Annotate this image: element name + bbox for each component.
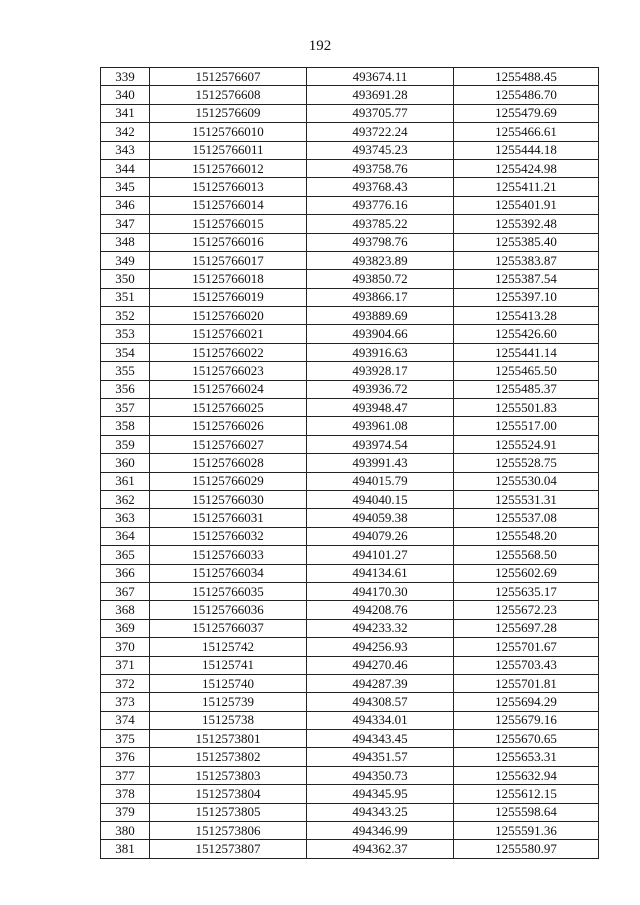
point-id-cell: 15125766010 [150,123,307,141]
row-index-cell: 355 [101,362,150,380]
row-index-cell: 369 [101,619,150,637]
row-index-cell: 371 [101,656,150,674]
coordinates-table [100,67,599,859]
table-row [101,288,599,306]
table-row [101,674,599,692]
y-coordinate-cell: 1255602.69 [454,564,599,582]
point-id-cell: 1512573802 [150,748,307,766]
x-coordinate-cell: 493758.76 [307,159,454,177]
row-index-cell: 357 [101,399,150,417]
x-coordinate-cell: 493823.89 [307,251,454,269]
y-coordinate-cell: 1255703.43 [454,656,599,674]
x-coordinate-cell: 493785.22 [307,215,454,233]
x-coordinate-cell: 493850.72 [307,270,454,288]
y-coordinate-cell: 1255392.48 [454,215,599,233]
row-index-cell: 358 [101,417,150,435]
row-index-cell: 366 [101,564,150,582]
x-coordinate-cell: 494351.57 [307,748,454,766]
x-coordinate-cell: 494015.79 [307,472,454,490]
x-coordinate-cell: 494134.61 [307,564,454,582]
point-id-cell: 15125766037 [150,619,307,637]
row-index-cell: 367 [101,582,150,600]
table-row [101,693,599,711]
x-coordinate-cell: 493889.69 [307,307,454,325]
x-coordinate-cell: 494101.27 [307,546,454,564]
x-coordinate-cell: 494350.73 [307,766,454,784]
y-coordinate-cell: 1255479.69 [454,104,599,122]
x-coordinate-cell: 493928.17 [307,362,454,380]
point-id-cell: 15125766036 [150,601,307,619]
point-id-cell: 15125766022 [150,343,307,361]
y-coordinate-cell: 1255528.75 [454,454,599,472]
point-id-cell: 15125742 [150,638,307,656]
point-id-cell: 15125766032 [150,527,307,545]
table-row [101,251,599,269]
table-row [101,417,599,435]
table-row [101,178,599,196]
row-index-cell: 339 [101,68,150,86]
x-coordinate-cell: 493798.76 [307,233,454,251]
table-row [101,233,599,251]
table-row [101,619,599,637]
y-coordinate-cell: 1255701.67 [454,638,599,656]
table-row [101,270,599,288]
row-index-cell: 348 [101,233,150,251]
x-coordinate-cell: 493745.23 [307,141,454,159]
row-index-cell: 363 [101,509,150,527]
y-coordinate-cell: 1255441.14 [454,343,599,361]
point-id-cell: 15125740 [150,674,307,692]
table-row [101,748,599,766]
x-coordinate-cell: 494270.46 [307,656,454,674]
y-coordinate-cell: 1255444.18 [454,141,599,159]
x-coordinate-cell: 494079.26 [307,527,454,545]
y-coordinate-cell: 1255672.23 [454,601,599,619]
row-index-cell: 373 [101,693,150,711]
y-coordinate-cell: 1255465.50 [454,362,599,380]
table-row [101,86,599,104]
page-number: 192 [308,38,332,54]
table-row [101,68,599,86]
point-id-cell: 15125766024 [150,380,307,398]
point-id-cell: 15125766018 [150,270,307,288]
row-index-cell: 374 [101,711,150,729]
table-row [101,435,599,453]
row-index-cell: 365 [101,546,150,564]
row-index-cell: 356 [101,380,150,398]
table-row [101,656,599,674]
point-id-cell: 15125738 [150,711,307,729]
table-row [101,822,599,840]
table-row [101,601,599,619]
row-index-cell: 342 [101,123,150,141]
x-coordinate-cell: 493904.66 [307,325,454,343]
point-id-cell: 15125766019 [150,288,307,306]
row-index-cell: 345 [101,178,150,196]
x-coordinate-cell: 494170.30 [307,582,454,600]
x-coordinate-cell: 493768.43 [307,178,454,196]
y-coordinate-cell: 1255517.00 [454,417,599,435]
point-id-cell: 15125766025 [150,399,307,417]
table-row [101,104,599,122]
y-coordinate-cell: 1255568.50 [454,546,599,564]
table-row [101,785,599,803]
x-coordinate-cell: 493674.11 [307,68,454,86]
point-id-cell: 15125766033 [150,546,307,564]
row-index-cell: 378 [101,785,150,803]
row-index-cell: 368 [101,601,150,619]
point-id-cell: 15125739 [150,693,307,711]
point-id-cell: 15125766012 [150,159,307,177]
point-id-cell: 15125766034 [150,564,307,582]
table-row [101,343,599,361]
point-id-cell: 15125766016 [150,233,307,251]
table-row [101,454,599,472]
table-row [101,196,599,214]
row-index-cell: 351 [101,288,150,306]
x-coordinate-cell: 494362.37 [307,840,454,858]
y-coordinate-cell: 1255537.08 [454,509,599,527]
row-index-cell: 359 [101,435,150,453]
point-id-cell: 15125766031 [150,509,307,527]
point-id-cell: 15125766030 [150,490,307,508]
y-coordinate-cell: 1255701.81 [454,674,599,692]
point-id-cell: 15125766013 [150,178,307,196]
y-coordinate-cell: 1255697.28 [454,619,599,637]
y-coordinate-cell: 1255466.61 [454,123,599,141]
table-row [101,472,599,490]
y-coordinate-cell: 1255383.87 [454,251,599,269]
y-coordinate-cell: 1255548.20 [454,527,599,545]
row-index-cell: 347 [101,215,150,233]
table-row [101,509,599,527]
y-coordinate-cell: 1255387.54 [454,270,599,288]
point-id-cell: 1512573805 [150,803,307,821]
point-id-cell: 15125766014 [150,196,307,214]
point-id-cell: 15125766020 [150,307,307,325]
table-row [101,711,599,729]
row-index-cell: 380 [101,822,150,840]
point-id-cell: 15125741 [150,656,307,674]
x-coordinate-cell: 494308.57 [307,693,454,711]
point-id-cell: 15125766026 [150,417,307,435]
row-index-cell: 343 [101,141,150,159]
row-index-cell: 372 [101,674,150,692]
row-index-cell: 349 [101,251,150,269]
point-id-cell: 15125766027 [150,435,307,453]
x-coordinate-cell: 494256.93 [307,638,454,656]
table-row [101,638,599,656]
x-coordinate-cell: 494233.32 [307,619,454,637]
row-index-cell: 344 [101,159,150,177]
x-coordinate-cell: 494334.01 [307,711,454,729]
x-coordinate-cell: 493936.72 [307,380,454,398]
row-index-cell: 361 [101,472,150,490]
table-row [101,546,599,564]
x-coordinate-cell: 493991.43 [307,454,454,472]
row-index-cell: 379 [101,803,150,821]
x-coordinate-cell: 493916.63 [307,343,454,361]
row-index-cell: 375 [101,730,150,748]
y-coordinate-cell: 1255591.36 [454,822,599,840]
y-coordinate-cell: 1255485.37 [454,380,599,398]
row-index-cell: 377 [101,766,150,784]
table-row [101,380,599,398]
table-row [101,490,599,508]
row-index-cell: 362 [101,490,150,508]
table-row [101,325,599,343]
x-coordinate-cell: 494059.38 [307,509,454,527]
y-coordinate-cell: 1255653.31 [454,748,599,766]
point-id-cell: 1512576607 [150,68,307,86]
point-id-cell: 15125766023 [150,362,307,380]
x-coordinate-cell: 494343.45 [307,730,454,748]
point-id-cell: 15125766029 [150,472,307,490]
point-id-cell: 1512573803 [150,766,307,784]
y-coordinate-cell: 1255486.70 [454,86,599,104]
point-id-cell: 15125766017 [150,251,307,269]
y-coordinate-cell: 1255580.97 [454,840,599,858]
row-index-cell: 341 [101,104,150,122]
table-body [101,68,599,859]
x-coordinate-cell: 493691.28 [307,86,454,104]
point-id-cell: 15125766021 [150,325,307,343]
y-coordinate-cell: 1255524.91 [454,435,599,453]
x-coordinate-cell: 493961.08 [307,417,454,435]
table-row [101,399,599,417]
x-coordinate-cell: 494346.99 [307,822,454,840]
x-coordinate-cell: 493974.54 [307,435,454,453]
x-coordinate-cell: 494345.95 [307,785,454,803]
table-row [101,307,599,325]
point-id-cell: 15125766015 [150,215,307,233]
x-coordinate-cell: 493705.77 [307,104,454,122]
y-coordinate-cell: 1255632.94 [454,766,599,784]
table-row [101,840,599,858]
row-index-cell: 346 [101,196,150,214]
row-index-cell: 350 [101,270,150,288]
row-index-cell: 340 [101,86,150,104]
table-row [101,766,599,784]
x-coordinate-cell: 493866.17 [307,288,454,306]
y-coordinate-cell: 1255598.64 [454,803,599,821]
y-coordinate-cell: 1255488.45 [454,68,599,86]
y-coordinate-cell: 1255694.29 [454,693,599,711]
x-coordinate-cell: 493948.47 [307,399,454,417]
point-id-cell: 1512576609 [150,104,307,122]
table-row [101,215,599,233]
x-coordinate-cell: 494343.25 [307,803,454,821]
x-coordinate-cell: 494208.76 [307,601,454,619]
x-coordinate-cell: 493722.24 [307,123,454,141]
table-row [101,564,599,582]
y-coordinate-cell: 1255530.04 [454,472,599,490]
row-index-cell: 370 [101,638,150,656]
point-id-cell: 1512573806 [150,822,307,840]
table-row [101,141,599,159]
table-row [101,123,599,141]
y-coordinate-cell: 1255426.60 [454,325,599,343]
table-row [101,527,599,545]
x-coordinate-cell: 494287.39 [307,674,454,692]
row-index-cell: 376 [101,748,150,766]
y-coordinate-cell: 1255635.17 [454,582,599,600]
x-coordinate-cell: 494040.15 [307,490,454,508]
row-index-cell: 353 [101,325,150,343]
row-index-cell: 354 [101,343,150,361]
row-index-cell: 364 [101,527,150,545]
point-id-cell: 15125766011 [150,141,307,159]
y-coordinate-cell: 1255612.15 [454,785,599,803]
table-row [101,582,599,600]
point-id-cell: 1512576608 [150,86,307,104]
x-coordinate-cell: 493776.16 [307,196,454,214]
y-coordinate-cell: 1255413.28 [454,307,599,325]
y-coordinate-cell: 1255411.21 [454,178,599,196]
table-row [101,159,599,177]
row-index-cell: 381 [101,840,150,858]
row-index-cell: 360 [101,454,150,472]
y-coordinate-cell: 1255501.83 [454,399,599,417]
y-coordinate-cell: 1255401.91 [454,196,599,214]
y-coordinate-cell: 1255385.40 [454,233,599,251]
point-id-cell: 1512573801 [150,730,307,748]
y-coordinate-cell: 1255424.98 [454,159,599,177]
table-row [101,362,599,380]
table-row [101,730,599,748]
y-coordinate-cell: 1255397.10 [454,288,599,306]
point-id-cell: 15125766035 [150,582,307,600]
row-index-cell: 352 [101,307,150,325]
point-id-cell: 1512573804 [150,785,307,803]
y-coordinate-cell: 1255670.65 [454,730,599,748]
table-row [101,803,599,821]
y-coordinate-cell: 1255531.31 [454,490,599,508]
point-id-cell: 1512573807 [150,840,307,858]
point-id-cell: 15125766028 [150,454,307,472]
y-coordinate-cell: 1255679.16 [454,711,599,729]
